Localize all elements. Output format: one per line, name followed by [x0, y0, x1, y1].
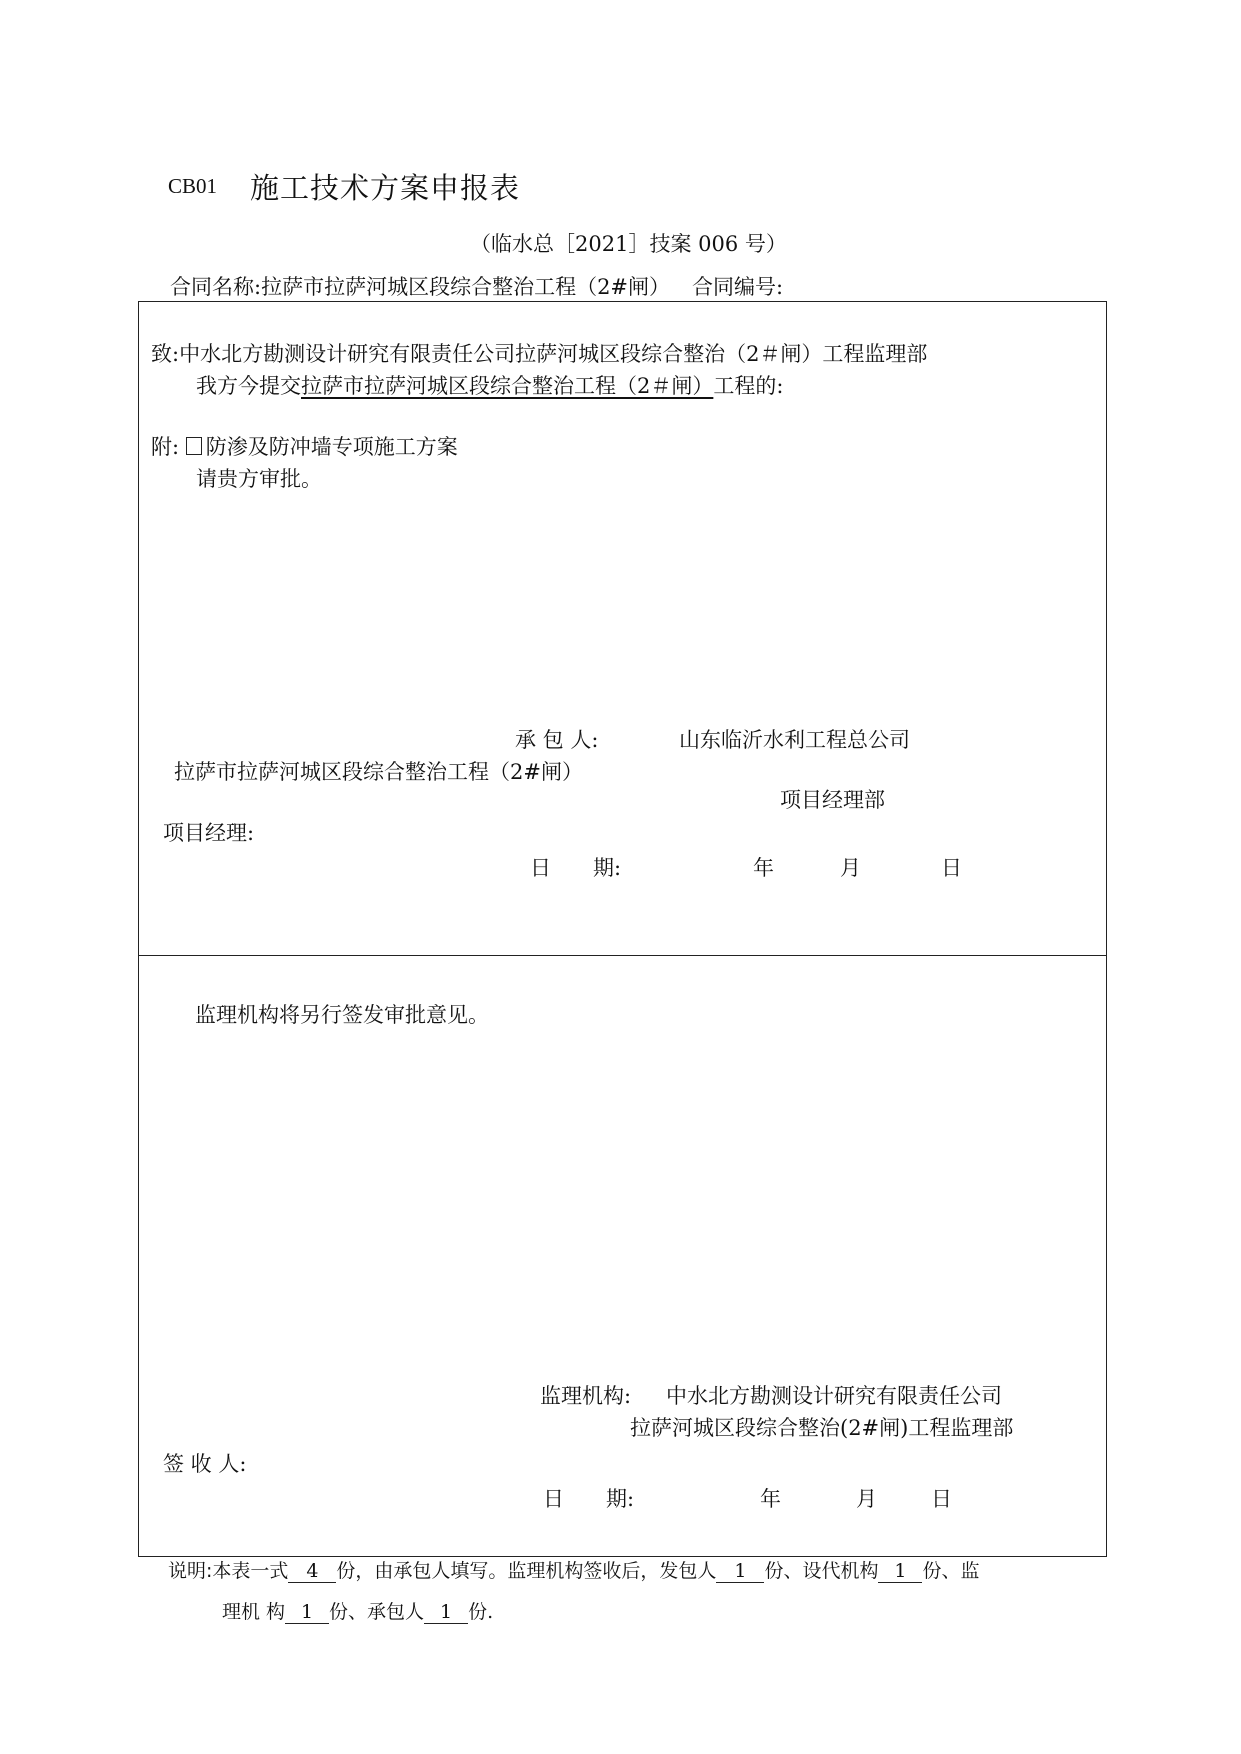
contractor-name: 山东临沂水利工程总公司: [679, 728, 910, 752]
supervision-month: 月: [856, 1487, 877, 1511]
supervision-dept: 拉萨河城区段综合整治(2#闸)工程监理部: [630, 1416, 1014, 1440]
document-number: （临水总［2021］技案 006 号）: [470, 232, 787, 256]
notes-line-2: [222, 1597, 493, 1624]
supervision-org-label: 监理机构:: [540, 1384, 632, 1408]
submission-prefix: 我方今提交: [196, 374, 301, 398]
project-manager-label: 项目经理:: [163, 821, 255, 845]
project-manager-dept: 项目经理部: [780, 788, 885, 812]
notes-text: 份、设代机构: [764, 1560, 879, 1582]
notes-text: 份.: [468, 1601, 494, 1623]
form-table: [138, 301, 1107, 1557]
supervision-day: 日: [931, 1487, 952, 1511]
copies-supervisor: 1: [285, 1603, 329, 1624]
submission-date-label: 日 期:: [530, 856, 622, 880]
submission-line: [196, 370, 783, 400]
submission-day: 日: [941, 856, 962, 880]
project-name-field[interactable]: 拉萨市拉萨河城区段综合整治工程（2＃闸）: [301, 374, 714, 398]
notes-text: 份，由承包人填写。监理机构签收后，发包人: [336, 1560, 717, 1582]
copies-design: 1: [878, 1562, 922, 1583]
submission-year: 年: [753, 856, 774, 880]
notes-text: 理机 构: [222, 1601, 286, 1623]
row-divider: [139, 955, 1106, 956]
attachment-label: 附:: [151, 435, 180, 459]
receiver-label: 签 收 人:: [163, 1452, 247, 1476]
addressee-line: 致:中水北方勘测设计研究有限责任公司拉萨河城区段综合整治（2＃闸）工程监理部: [151, 342, 928, 366]
contractor-label: 承 包 人:: [515, 728, 599, 752]
submission-suffix: 工程的:: [713, 374, 784, 398]
form-code: CB01: [168, 174, 218, 198]
contract-number-label: 合同编号:: [692, 275, 784, 299]
attachment-checkbox[interactable]: [186, 437, 202, 455]
submission-month: 月: [840, 856, 861, 880]
notes-label: 说明:: [168, 1560, 213, 1582]
attachment-line: [151, 431, 458, 461]
supervision-org-name: 中水北方勘测设计研究有限责任公司: [666, 1384, 1002, 1408]
copies-contractor: 1: [424, 1603, 468, 1624]
copies-total: 4: [288, 1562, 336, 1583]
supervision-date-label: 日 期:: [543, 1487, 635, 1511]
supervision-year: 年: [760, 1487, 781, 1511]
contract-info-line: [170, 271, 783, 301]
supervision-comment: 监理机构将另行签发审批意见。: [195, 1003, 489, 1027]
notes-text: 本表一式: [212, 1560, 289, 1582]
contractor-project-line: 拉萨市拉萨河城区段综合整治工程（2#闸）: [174, 760, 583, 784]
notes-text: 份、承包人: [329, 1601, 425, 1623]
notes-line-1: [168, 1562, 979, 1583]
contract-name-label: 合同名称:拉萨市拉萨河城区段综合整治工程（2#闸）: [170, 275, 671, 299]
copies-owner: 1: [716, 1562, 764, 1583]
approval-request: 请贵方审批。: [196, 467, 322, 491]
notes-text: 份、监: [922, 1560, 980, 1582]
attachment-item: 防渗及防冲墙专项施工方案: [205, 435, 458, 459]
form-title: 施工技术方案申报表: [250, 171, 521, 205]
